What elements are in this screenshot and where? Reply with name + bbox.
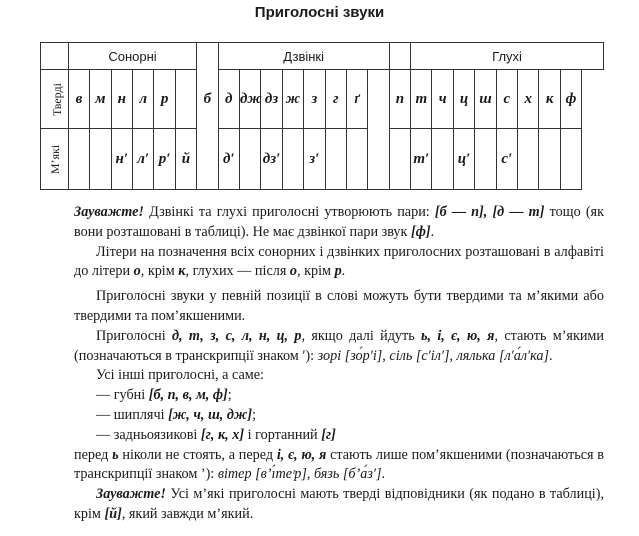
hard-consonant-cell: л [132,70,153,129]
soft-consonant-cell [475,129,496,190]
soft-consonant-cell [518,129,539,190]
hard-consonant-cell: ц [453,70,474,129]
hard-consonant-cell: ф [560,70,581,129]
hard-consonant-cell: дз [261,70,282,129]
soft-consonant-cell: дз′ [261,129,282,190]
soft-consonant-cell: н′ [111,129,132,190]
hard-consonant-cell [175,70,196,129]
soft-consonant-cell: т′ [411,129,432,190]
soft-consonant-cell: д′ [218,129,239,190]
group-header-sonorant: Сонорні [68,43,196,70]
soft-consonant-cell [560,129,581,190]
soft-consonant-cell [539,129,560,190]
hard-consonant-cell: х [518,70,539,129]
soft-consonant-cell [239,129,260,190]
soft-consonant-cell [325,129,346,190]
paragraph-hard-soft: Приголосні звуки у певній позиції в слові можуть бути твердими та м’якими або твердими та пом’якшеними. [74,288,604,324]
hard-consonant-cell: п [389,70,410,129]
paragraph-note-pairs: Зауважте! Дзвінкі та глухі приголосні утворюють пари: [б — п], [д — т] тощо (як вони розташовані в таблиці). Не має дзвінкої пари звук [ф]. [74,204,604,240]
list-item-velar: — задньоязикові [г, к, х] і гортанний [г] [96,426,336,443]
page-title: Приголосні звуки [254,4,385,21]
soft-consonant-cell [282,129,303,190]
soft-consonant-cell: з′ [304,129,325,190]
corner-cell [41,43,69,70]
group-separator [389,43,410,70]
soft-consonant-cell: ц′ [453,129,474,190]
soft-consonant-cell: с′ [496,129,517,190]
group-separator [368,129,389,190]
row-label-soft: М’які [41,129,69,190]
group-separator [368,70,389,129]
hard-consonant-cell: дж [239,70,260,129]
soft-consonant-cell [389,129,410,190]
group-header-voiceless: Глухі [411,43,604,70]
hard-consonant-cell: с [496,70,517,129]
row-label-hard: Тверді [41,70,69,129]
list-item-labial: — губні [б, п, в, м, ф]; [96,387,232,404]
paragraph-others: Усі інші приголосні, а саме: [96,367,265,384]
hard-consonant-cell: д [218,70,239,129]
group-separator [197,43,218,70]
list-item-sibilant: — шиплячі [ж, ч, ш, дж]; [96,406,257,423]
paragraph-soft-consonants: Приголосні д, т, з, с, л, н, ц, р, якщо далі йдуть ь, і, є, ю, я, стають м’якими (позначаються в транскрипції знаком ′): зорі [зо́р′і], сіль [с′іл′], лялька [л′а́л′ка]. [74,327,604,364]
hard-consonant-cell: м [90,70,111,129]
hard-consonant-cell: р [154,70,175,129]
group-separator [197,129,218,190]
group-separator: б [197,70,218,129]
hard-consonant-cell: ґ [346,70,367,129]
paragraph-alphabet: Літери на позначення всіх сонорних і дзвінких приголосних розташовані в алфавіті до літери о, крім к, глухих — після о, крім р. [74,243,604,280]
hard-consonant-cell: ш [475,70,496,129]
consonants-table [40,42,604,190]
group-header-voiced: Дзвінкі [218,43,389,70]
hard-consonant-cell: ч [432,70,453,129]
hard-consonant-cell: т [411,70,432,129]
soft-consonant-cell [68,129,89,190]
hard-consonant-cell: н [111,70,132,129]
hard-consonant-cell: в [68,70,89,129]
hard-consonant-cell: г [325,70,346,129]
paragraph-palatalized: перед ь ніколи не стоять, а перед і, є, ю, я стають лише пом’якшеними (позначаються в транскрипції знаком ’): вітер [в’ı́теᶦр], бязь [б’а́з′]. [74,446,604,483]
hard-consonant-cell: ж [282,70,303,129]
hard-consonant-cell: к [539,70,560,129]
soft-consonant-cell: й [175,129,196,190]
soft-consonant-cell [432,129,453,190]
explanation-text [74,203,604,525]
soft-consonant-cell [90,129,111,190]
soft-consonant-cell: р′ [154,129,175,190]
soft-consonant-cell [346,129,367,190]
paragraph-note-soft: Зауважте! Усі м’які приголосні мають тверді відповідники (як подано в таблиці), крім [й], який завжди м’який. [74,486,604,522]
hard-consonant-cell: з [304,70,325,129]
soft-consonant-cell: л′ [132,129,153,190]
